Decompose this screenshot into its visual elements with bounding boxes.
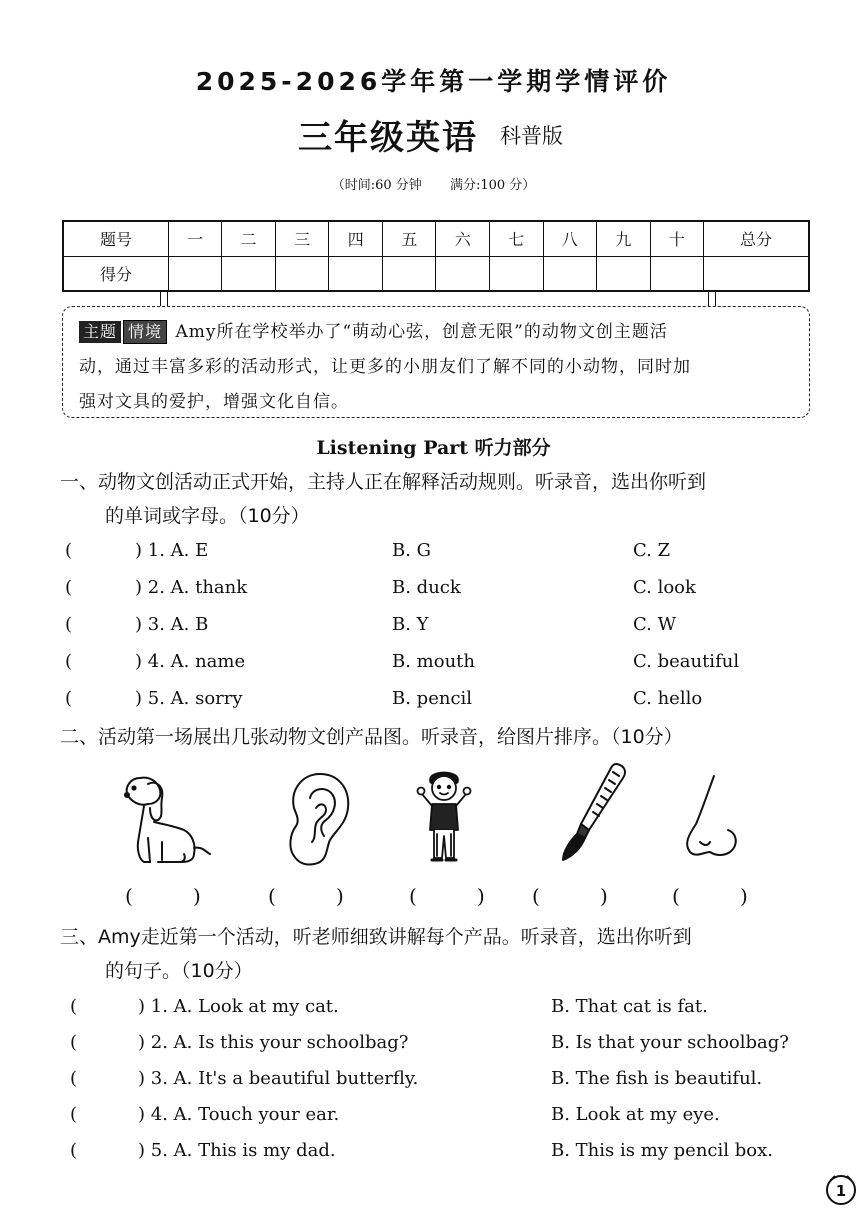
score-col: 八 [543, 221, 597, 256]
score-col: 一 [168, 221, 222, 256]
answer-paren-close: ) [740, 884, 748, 908]
question-row [65, 1104, 825, 1134]
option-c: C. look [633, 577, 696, 598]
answer-paren-open[interactable]: ( [125, 884, 133, 908]
score-col: 三 [275, 221, 329, 256]
question-row [65, 996, 825, 1026]
page-number: 1 [835, 1182, 847, 1200]
instruction-line: 三、Amy走近第一个活动，听老师细致讲解每个产品。听录音，选出你听到 [60, 926, 692, 948]
option-b: B. mouth [392, 651, 475, 672]
score-col: 五 [382, 221, 436, 256]
score-cell[interactable] [382, 256, 436, 291]
full-score: 满分:100 分） [449, 178, 536, 193]
instruction-line: 一、动物文创活动正式开始，主持人正在解释活动规则。听录音，选出你听到 [60, 471, 707, 493]
option-b: B. This is my pencil box. [551, 1140, 773, 1161]
score-cell[interactable] [436, 256, 490, 291]
brush-icon [555, 760, 635, 864]
option-b: B. That cat is fat. [551, 996, 708, 1017]
option-a: ) 4. A. name [135, 651, 246, 672]
score-table-row-label: 得分 [63, 256, 168, 291]
page-number-badge [823, 1171, 859, 1207]
picture-row [0, 760, 867, 870]
score-table [62, 220, 810, 292]
option-a: ) 5. A. This is my dad. [138, 1140, 336, 1161]
section3-instruction [60, 920, 820, 988]
theme-line: 强对文具的爱护，增强文化自信。 [79, 392, 349, 412]
answer-paren-open[interactable]: ( [70, 1068, 78, 1089]
score-col-total: 总分 [704, 221, 809, 256]
question-row [65, 614, 825, 644]
option-a: ) 1. A. E [135, 540, 209, 561]
ear-icon [280, 768, 355, 868]
option-a: ) 3. A. It's a beautiful butterfly. [138, 1068, 419, 1089]
time-limit: （时间:60 分钟 [331, 178, 422, 193]
score-cell[interactable] [275, 256, 329, 291]
answer-paren-open[interactable]: ( [70, 1140, 78, 1161]
theme-box [62, 306, 810, 418]
edition-label: 科普版 [500, 124, 563, 148]
instruction-line: 的单词或字母。（10分） [105, 505, 310, 527]
score-cell[interactable] [222, 256, 276, 291]
answer-paren-open[interactable]: ( [672, 884, 680, 908]
answer-paren-open[interactable]: ( [70, 1032, 78, 1053]
exam-title: 2025-2026学年第一学期学情评价 [195, 67, 672, 96]
subject-title: 三年级英语 [298, 118, 478, 158]
context-tag: 情境 [123, 320, 167, 344]
option-b: B. Is that your schoolbag? [551, 1032, 789, 1053]
option-b: B. pencil [392, 688, 473, 709]
connector [160, 290, 168, 306]
question-row [65, 540, 825, 570]
answer-paren-close: ) [336, 884, 344, 908]
option-a: ) 1. A. Look at my cat. [138, 996, 339, 1017]
answer-paren-open[interactable]: ( [268, 884, 276, 908]
section2-instruction [60, 720, 820, 754]
answer-paren-open[interactable]: ( [65, 688, 73, 709]
option-a: ) 4. A. Touch your ear. [138, 1104, 340, 1125]
score-col: 十 [650, 221, 704, 256]
question-row [65, 651, 825, 681]
instruction-line: 二、活动第一场展出几张动物文创产品图。听录音，给图片排序。（10分） [60, 726, 683, 748]
answer-paren-close: ) [600, 884, 608, 908]
option-b: B. The fish is beautiful. [551, 1068, 763, 1089]
theme-line: Amy所在学校举办了“萌动心弦，创意无限”的动物文创主题活 [175, 322, 668, 342]
score-col: 四 [329, 221, 383, 256]
answer-paren-open[interactable]: ( [65, 651, 73, 672]
dog-icon [118, 768, 213, 868]
question-row [65, 1068, 825, 1098]
option-b: B. Look at my eye. [551, 1104, 720, 1125]
theme-tag: 主题 [79, 321, 121, 343]
boy-icon [414, 764, 474, 868]
option-b: B. duck [392, 577, 461, 598]
option-a: ) 2. A. Is this your schoolbag? [138, 1032, 409, 1053]
score-col: 七 [490, 221, 544, 256]
answer-paren-open[interactable]: ( [70, 1104, 78, 1125]
score-cell[interactable] [168, 256, 222, 291]
nose-icon [680, 772, 745, 864]
section1-instruction [60, 465, 820, 533]
score-col: 二 [222, 221, 276, 256]
part-title: Listening Part 听力部分 [316, 437, 551, 459]
option-c: C. Z [633, 540, 671, 561]
score-cell[interactable] [597, 256, 651, 291]
score-table-header-label: 题号 [63, 221, 168, 256]
picture-answer-row [0, 884, 867, 914]
instruction-line: 的句子。（10分） [105, 960, 253, 982]
score-cell[interactable] [490, 256, 544, 291]
answer-paren-open[interactable]: ( [70, 996, 78, 1017]
question-row [65, 688, 825, 718]
option-a: ) 5. A. sorry [135, 688, 243, 709]
answer-paren-open[interactable]: ( [532, 884, 540, 908]
option-b: B. Y [392, 614, 429, 635]
score-cell[interactable] [704, 256, 809, 291]
question-row [65, 1032, 825, 1062]
option-a: ) 2. A. thank [135, 577, 248, 598]
theme-line: 动，通过丰富多彩的活动形式，让更多的小朋友们了解不同的小动物，同时加 [79, 357, 691, 377]
score-cell[interactable] [650, 256, 704, 291]
option-c: C. W [633, 614, 677, 635]
answer-paren-open[interactable]: ( [65, 577, 73, 598]
option-c: C. beautiful [633, 651, 740, 672]
option-b: B. G [392, 540, 432, 561]
answer-paren-close: ) [477, 884, 485, 908]
option-c: C. hello [633, 688, 703, 709]
answer-paren-close: ) [193, 884, 201, 908]
answer-paren-open[interactable]: ( [65, 614, 73, 635]
question-row [65, 577, 825, 607]
score-col: 九 [597, 221, 651, 256]
score-cell[interactable] [543, 256, 597, 291]
exam-meta [0, 174, 867, 193]
answer-paren-open[interactable]: ( [409, 884, 417, 908]
answer-paren-open[interactable]: ( [65, 540, 73, 561]
connector [708, 290, 716, 306]
score-col: 六 [436, 221, 490, 256]
question-row [65, 1140, 825, 1170]
option-a: ) 3. A. B [135, 614, 209, 635]
score-cell[interactable] [329, 256, 383, 291]
